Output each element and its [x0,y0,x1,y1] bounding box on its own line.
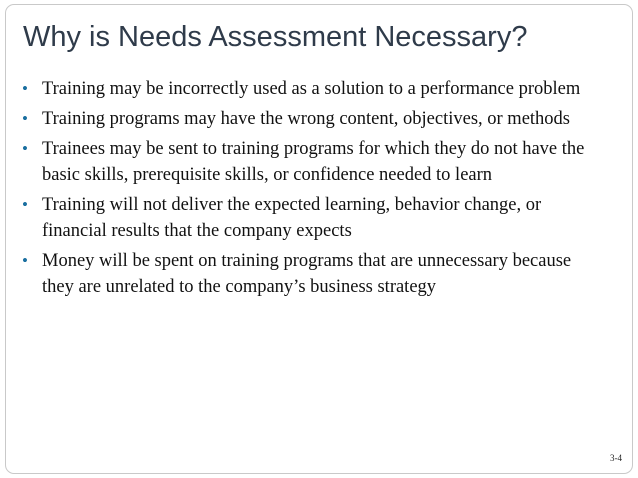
bullet-item [22,106,602,132]
bullet-item [22,248,602,300]
bullet-icon: • [22,109,28,128]
bullet-icon: • [22,251,28,270]
bullet-text: Training programs may have the wrong content, objectives, or methods [42,109,570,129]
slide-title: Why is Needs Assessment Necessary? [23,21,528,53]
slide-number: 3-4 [610,453,622,463]
bullet-list [22,76,602,304]
bullet-icon: • [22,195,28,214]
bullet-text: Money will be spent on training programs that are unnecessary because they are unrelated to the company’s business strategy [42,251,572,297]
bullet-icon: • [22,79,28,98]
bullet-item [22,192,602,244]
bullet-text: Trainees may be sent to training programs for which they do not have the basic skills, prerequisite skills, or confidence needed to learn [42,139,585,185]
bullet-icon: • [22,139,28,158]
bullet-text: Training will not deliver the expected learning, behavior change, or financial results that the company expects [42,195,542,241]
bullet-item [22,76,602,102]
bullet-item [22,136,602,188]
bullet-text: Training may be incorrectly used as a solution to a performance problem [42,79,581,99]
